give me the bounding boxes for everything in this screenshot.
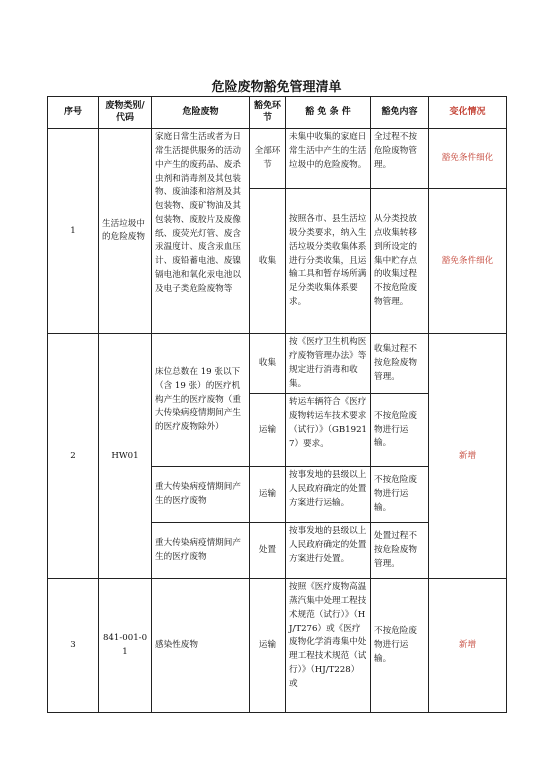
header-content: 豁免内容 <box>371 97 429 129</box>
row-content: 从分类投放点收集转移到所设定的集中贮存点的收集过程不按危险废物管理。 <box>371 189 429 334</box>
row-waste: 重大传染病疫情期间产生的医疗废物 <box>152 523 250 579</box>
row-condition: 按事发地的县级以上人民政府确定的处置方案进行处置。 <box>286 523 371 579</box>
row-stage: 运输 <box>250 579 286 713</box>
row-stage: 处置 <box>250 523 286 579</box>
row-seq: 2 <box>48 334 99 579</box>
row-change: 豁免条件细化 <box>429 129 507 189</box>
page-title: 危险废物豁免管理清单 <box>211 80 342 95</box>
row-waste: 感染性废物 <box>152 579 250 713</box>
row-waste: 床位总数在 19 张以下（含 19 张）的医疗机构产生的医疗废物（重大传染病疫情期间产生的医疗废物除外） <box>152 334 250 467</box>
row-category: 841-001-01 <box>99 579 152 713</box>
row-category: HW01 <box>99 334 152 579</box>
header-change: 变化情况 <box>429 97 507 129</box>
row-waste: 重大传染病疫情期间产生的医疗废物 <box>152 467 250 523</box>
table-row <box>48 129 507 189</box>
header-row <box>48 97 507 129</box>
row-change: 新增 <box>429 334 507 579</box>
row-change: 豁免条件细化 <box>429 189 507 334</box>
header-category: 废物类别/代码 <box>99 97 152 129</box>
exemption-table <box>47 96 507 713</box>
row-category: 生活垃圾中的危险废物 <box>99 129 152 334</box>
table-row <box>48 579 507 713</box>
row-stage: 收集 <box>250 189 286 334</box>
row-stage: 收集 <box>250 334 286 394</box>
row-change: 新增 <box>429 579 507 713</box>
row-condition: 按照《医疗废物高温蒸汽集中处理工程技术规范（试行）》（HJ/T276）或《医疗废物化学消毒集中处理工程技术规范（试行）》（HJ/T228）或 <box>286 579 371 713</box>
row-seq: 3 <box>48 579 99 713</box>
row-condition: 未集中收集的家庭日常生活中产生的生活垃圾中的危险废物。 <box>286 129 371 189</box>
row-waste: 家庭日常生活或者为日常生活提供服务的活动中产生的废药品、废杀虫剂和消毒剂及其包装物、废油漆和溶剂及其包装物、废矿物油及其包装物、废胶片及废像纸、废荧光灯管、废含汞温度计、废含汞血压计、废铅蓄电池、废镍镉电池和氧化汞电池以及电子类危险废物等 <box>152 129 250 334</box>
row-condition: 按《医疗卫生机构医疗废物管理办法》等规定进行消毒和收集。 <box>286 334 371 394</box>
row-content: 收集过程不按危险废物管理。 <box>371 334 429 394</box>
row-content: 处置过程不按危险废物管理。 <box>371 523 429 579</box>
row-stage: 全部环节 <box>250 129 286 189</box>
table-row <box>48 334 507 394</box>
row-content: 不按危险废物进行运输。 <box>371 394 429 467</box>
row-content: 不按危险废物进行运输。 <box>371 467 429 523</box>
header-seq: 序号 <box>48 97 99 129</box>
row-content: 不按危险废物进行运输。 <box>371 579 429 713</box>
header-condition: 豁 免 条 件 <box>286 97 371 129</box>
header-stage: 豁免环节 <box>250 97 286 129</box>
row-stage: 运输 <box>250 467 286 523</box>
row-condition: 转运车辆符合《医疗废物转运车技术要求（试行）》（GB19217）要求。 <box>286 394 371 467</box>
header-waste: 危险废物 <box>152 97 250 129</box>
row-condition: 按事发地的县级以上人民政府确定的处置方案进行运输。 <box>286 467 371 523</box>
row-seq: 1 <box>48 129 99 334</box>
row-stage: 运输 <box>250 394 286 467</box>
row-content: 全过程不按危险废物管理。 <box>371 129 429 189</box>
row-condition: 按照各市、县生活垃圾分类要求，纳入生活垃圾分类收集体系进行分类收集，且运输工具和暂存场所满足分类收集体系要求。 <box>286 189 371 334</box>
